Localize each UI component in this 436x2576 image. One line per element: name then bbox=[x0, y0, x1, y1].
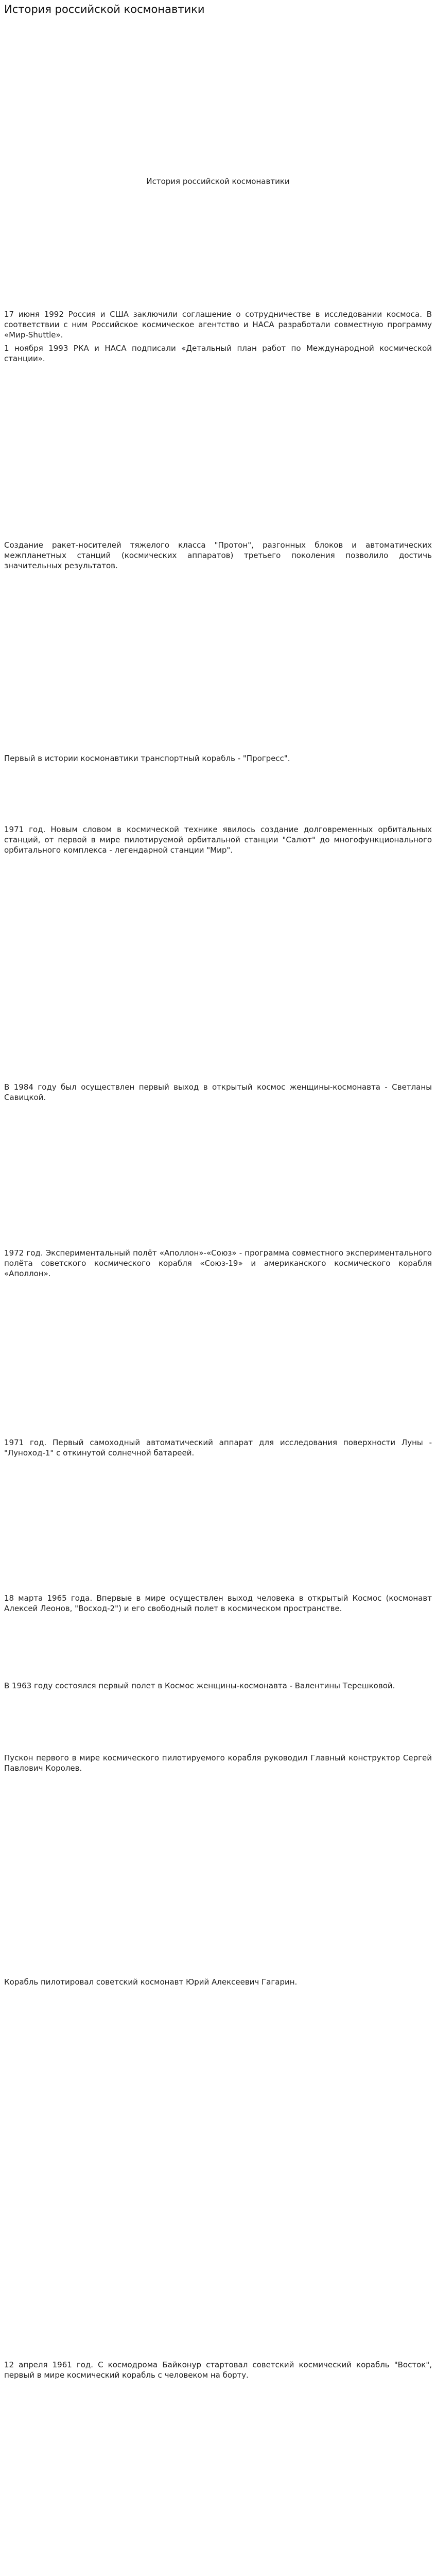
paragraph-1984-savitskaya: В 1984 году был осуществлен первый выход в открытый космос женщины-космонавта - Светланы Савицкой. bbox=[4, 1082, 432, 1102]
paragraph-korolev: Пускон первого в мире космического пилотируемого корабля руководил Главный конструктор Сергей Павлович Королев. bbox=[4, 1753, 432, 1773]
page-title: История российской космонавтики bbox=[4, 3, 205, 15]
paragraph-1963-tereshkova: В 1963 году состоялся первый полет в Космос женщины-космонавта - Валентины Терешковой. bbox=[4, 1681, 395, 1690]
paragraph-progress: Первый в истории космонавтики транспортный корабль - "Прогресс". bbox=[4, 754, 290, 763]
paragraph-gagarin: Корабль пилотировал советский космонавт Юрий Алексеевич Гагарин. bbox=[4, 1977, 298, 1987]
paragraph-1965-leonov: 18 марта 1965 года. Впервые в мире осуществлен выход человека в открытый Космос (космонавт Алексей Леонов, "Восход-2") и его свободный полет в космическом пространстве. bbox=[4, 1594, 432, 1613]
paragraph-1971-stations: 1971 год. Новым словом в космической технике явилось создание долговременных орбитальных станций, от первой в мире пилотируемой орбитальной станции "Салют" до многофункционального орбитального комплекса - легендарной станции "Мир". bbox=[4, 825, 432, 855]
paragraph-apollon-soyuz: 1972 год. Экспериментальный полёт «Аполлон»-«Союз» - программа совместного экспериментального полёта советского космического корабля «Союз-19» и американского космического корабля «Аполлон». bbox=[4, 1248, 432, 1278]
paragraph-1993-iss-plan: 1 ноября 1993 РКА и НАСА подписали «Детальный план работ по Международной космической станции». bbox=[4, 344, 432, 363]
paragraph-proton: Создание ракет-носителей тяжелого класса "Протон", разгонных блоков и автоматических межпланетных станций (космических аппаратов) третьего поколения позволило достичь значительных результатов. bbox=[4, 540, 432, 570]
banner-title: История российской космонавтики bbox=[146, 177, 290, 186]
paragraph-lunokhod: 1971 год. Первый самоходный автоматический аппарат для исследования поверхности Луны - "Луноход-1" с откинутой солнечной батареей. bbox=[4, 1438, 432, 1458]
paragraph-1961-vostok: 12 апреля 1961 год. С космодрома Байконур стартовал советский космический корабль "Восток", первый в мире космический корабль с человеком на борту. bbox=[4, 2360, 432, 2380]
paragraph-1992-agreement: 17 июня 1992 Россия и США заключили соглашение о сотрудничестве в исследовании космоса. В соответствии с ним Российское космическое агентство и НАСА разработали совместную программу «Мир-Shuttle». bbox=[4, 310, 432, 340]
